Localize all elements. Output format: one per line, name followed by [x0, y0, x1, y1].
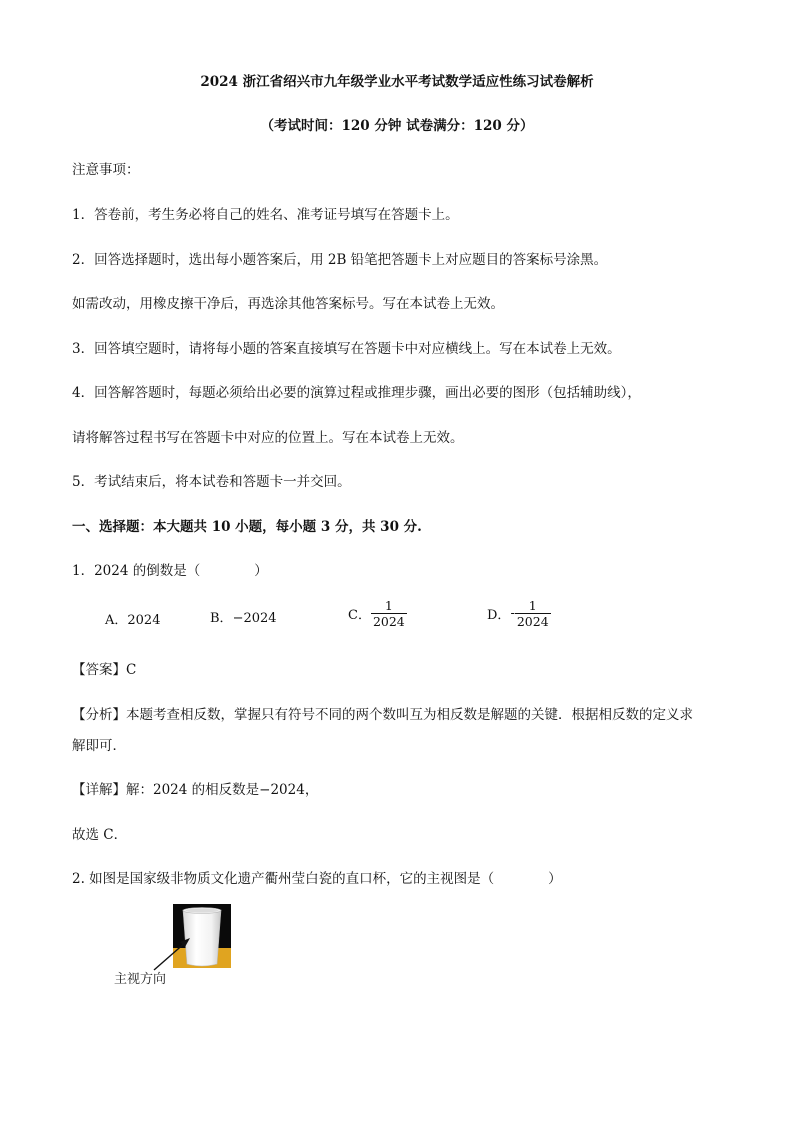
notice-heading: 注意事项：	[72, 162, 140, 178]
q1-detail: 【详解】解：2024 的相反数是−2024，	[72, 782, 319, 798]
q1-option-c	[348, 598, 407, 629]
q1-conclusion: 故选 C．	[72, 827, 128, 843]
q1-option-b	[210, 607, 277, 626]
notice-item-4-cont: 请将解答过程书写在答题卡中对应的位置上。写在本试卷上无效。	[72, 430, 464, 446]
q1-option-d-sign: -	[510, 606, 515, 621]
notice-item-5: 5．考试结束后，将本试卷和答题卡一并交回。	[72, 474, 351, 490]
notice-item-1: 1．答卷前，考生务必将自己的姓名、准考证号填写在答题卡上。	[72, 207, 459, 223]
notice-item-4: 4．回答解答题时，每题必须给出必要的演算过程或推理步骤，画出必要的图形（包括辅助线），	[72, 385, 641, 401]
q1-option-c-numerator: 1	[384, 598, 393, 613]
q1-analysis-line-1: 【分析】本题考查相反数，掌握只有符号不同的两个数叫互为相反数是解题的关键．根据相反数的定义求	[72, 707, 693, 723]
q1-option-c-denominator: 2024	[372, 614, 405, 629]
section-heading: 一、选择题：本大题共 10 小题，每小题 3 分，共 30 分.	[72, 519, 422, 535]
q1-option-c-label: C．	[348, 608, 371, 623]
q1-option-a: A．2024	[105, 613, 161, 628]
q1-option-c-fraction	[371, 598, 407, 629]
figure-label: 主视方向	[114, 972, 167, 987]
q1-analysis-line-2: 解即可．	[72, 738, 126, 754]
q1-option-b-label: B．	[210, 611, 233, 626]
q1-option-d	[487, 598, 551, 629]
q1-answer: 【答案】C	[72, 662, 137, 678]
notice-item-2: 2．回答选择题时，选出每小题答案后，用 2B 铅笔把答题卡上对应题目的答案标号涂黑。	[72, 252, 608, 268]
q1-option-d-fraction	[515, 598, 551, 629]
doc-subtitle: （考试时间：120 分钟 试卷满分：120 分）	[260, 118, 534, 134]
notice-item-2-cont: 如需改动，用橡皮擦干净后，再选涂其他答案标号。写在本试卷上无效。	[72, 296, 504, 312]
q1-option-b-value: −2024	[232, 611, 277, 626]
q1-option-d-numerator: 1	[528, 598, 537, 613]
q1-option-d-label: D．	[487, 608, 511, 623]
q1-option-d-denominator: 2024	[516, 614, 549, 629]
question-2-stem: 2. 如图是国家级非物质文化遗产衢州莹白瓷的直口杯，它的主视图是（ ）	[72, 871, 562, 887]
doc-title: 2024 浙江省绍兴市九年级学业水平考试数学适应性练习试卷解析	[200, 74, 594, 90]
question-1-stem: 1．2024 的倒数是（ ）	[72, 563, 268, 579]
notice-item-3: 3．回答填空题时，请将每小题的答案直接填写在答题卡中对应横线上。写在本试卷上无效。	[72, 341, 621, 357]
